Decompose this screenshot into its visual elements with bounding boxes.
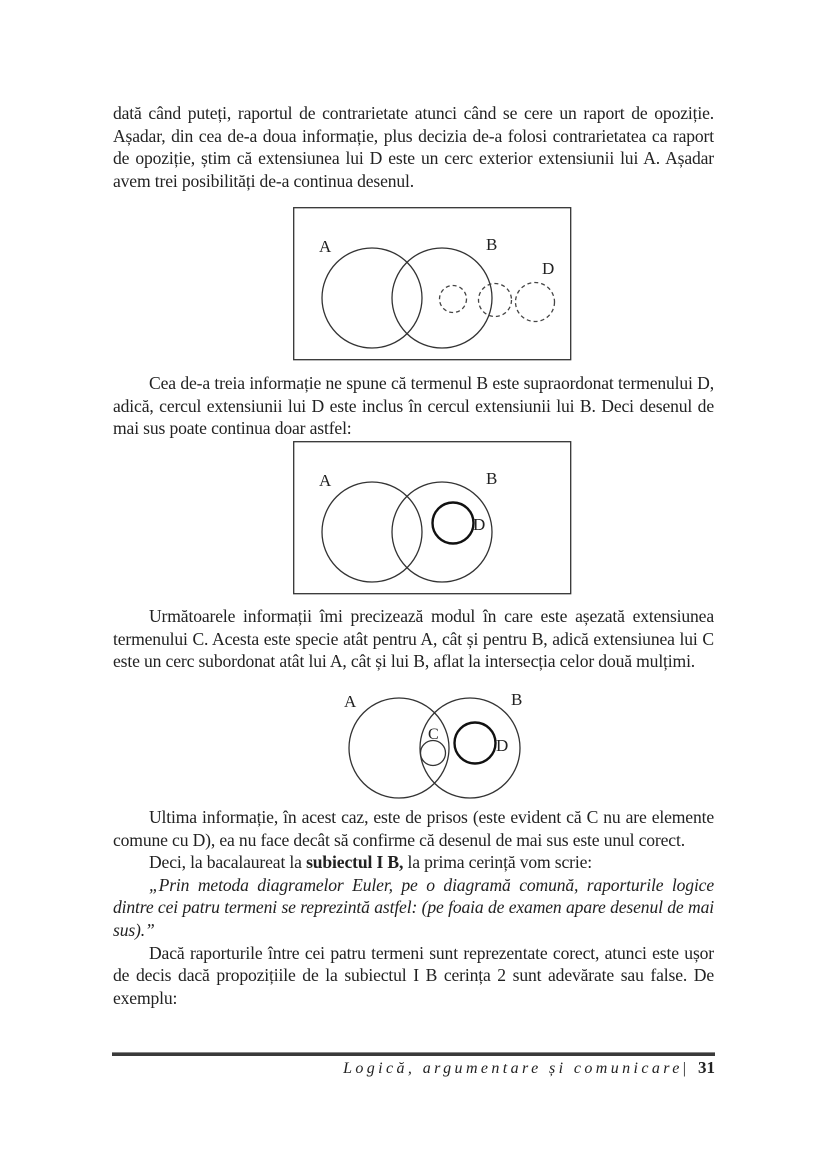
bacalaureat-text-before: Deci, la bacalaureat la [149, 852, 307, 873]
paragraph-2: Cea de-a treia informație ne spune că termenul B este supraordonat termenului D, adică, cercul extensiunii lui D este inclus în cercul extensiunii lui B. Deci desenul de mai sus poate continua doar astfel: [113, 373, 714, 439]
bacalaureat-text-after: la prima cerință vom scrie: [403, 852, 592, 873]
paragraph-1: dată când puteți, raportul de contrarietate atunci când se cere un raport de opoziție. Așadar, din cea de-a doua informație, plus decizia de-a folosi contrarietatea ca raport de opoziție, știm că extensiunea lui D este un cerc exterior extensiunii lui A. Așadar avem trei posibilități de-a continua desenul. [113, 103, 714, 191]
paragraph-bacalaureat [113, 851, 714, 874]
label-d: D [496, 736, 509, 755]
figure-1-euler-diagram [293, 207, 573, 363]
figure-3-euler-diagram [340, 688, 540, 808]
page-number: 31 [698, 1058, 715, 1077]
label-a: A [344, 692, 357, 711]
label-d: D [473, 515, 486, 534]
paragraph-4: Ultima informație, în acest caz, este de prisos (este evident că C nu are elemente comune cu D), ea nu face decât să confirme că desenul de mai sus este unul corect. [113, 807, 714, 850]
euler-diagram-svg [293, 207, 573, 363]
label-a: A [319, 237, 332, 256]
page-body [113, 102, 714, 192]
bacalaureat-bold-subject: subiectul I B, [306, 852, 404, 873]
euler-diagram-svg [340, 688, 540, 808]
paragraph-quote: „Prin metoda diagramelor Euler, pe o diagramă comună, raporturile logice dintre cei patru termeni se reprezintă astfel: (pe foaia de examen apare desenul de mai sus).” [113, 874, 714, 940]
label-b: B [486, 235, 498, 254]
label-c: C [428, 726, 439, 743]
page-body-4 [113, 806, 714, 1009]
page-body-3 [113, 605, 714, 673]
paragraph-3: Următoarele informații îmi precizează modul în care este așezată extensiunea termenului C. Acesta este specie atât pentru A, cât și pentru B, adică extensiunea lui C este un cerc subordonat atât lui A, cât și lui B, aflat la intersecția celor două mulțimi. [113, 606, 714, 672]
page-footer [343, 1058, 715, 1078]
label-a: A [319, 471, 332, 490]
paragraph-5: Dacă raporturile între cei patru termeni sunt reprezentate corect, atunci este ușor de decis dacă propozițiile de la subiectul I B cerința 2 sunt adevărate sau false. De exemplu: [113, 942, 714, 1008]
footer-rule [112, 1052, 715, 1056]
label-b: B [511, 690, 523, 709]
figure-2-euler-diagram [293, 441, 573, 597]
footer-book-title: Logică, argumentare și comunicare [343, 1060, 683, 1077]
footer-separator: | [682, 1060, 686, 1077]
page-body-2 [113, 372, 714, 440]
label-b: B [486, 469, 498, 488]
euler-diagram-svg [293, 441, 573, 597]
label-d: D [542, 259, 555, 278]
